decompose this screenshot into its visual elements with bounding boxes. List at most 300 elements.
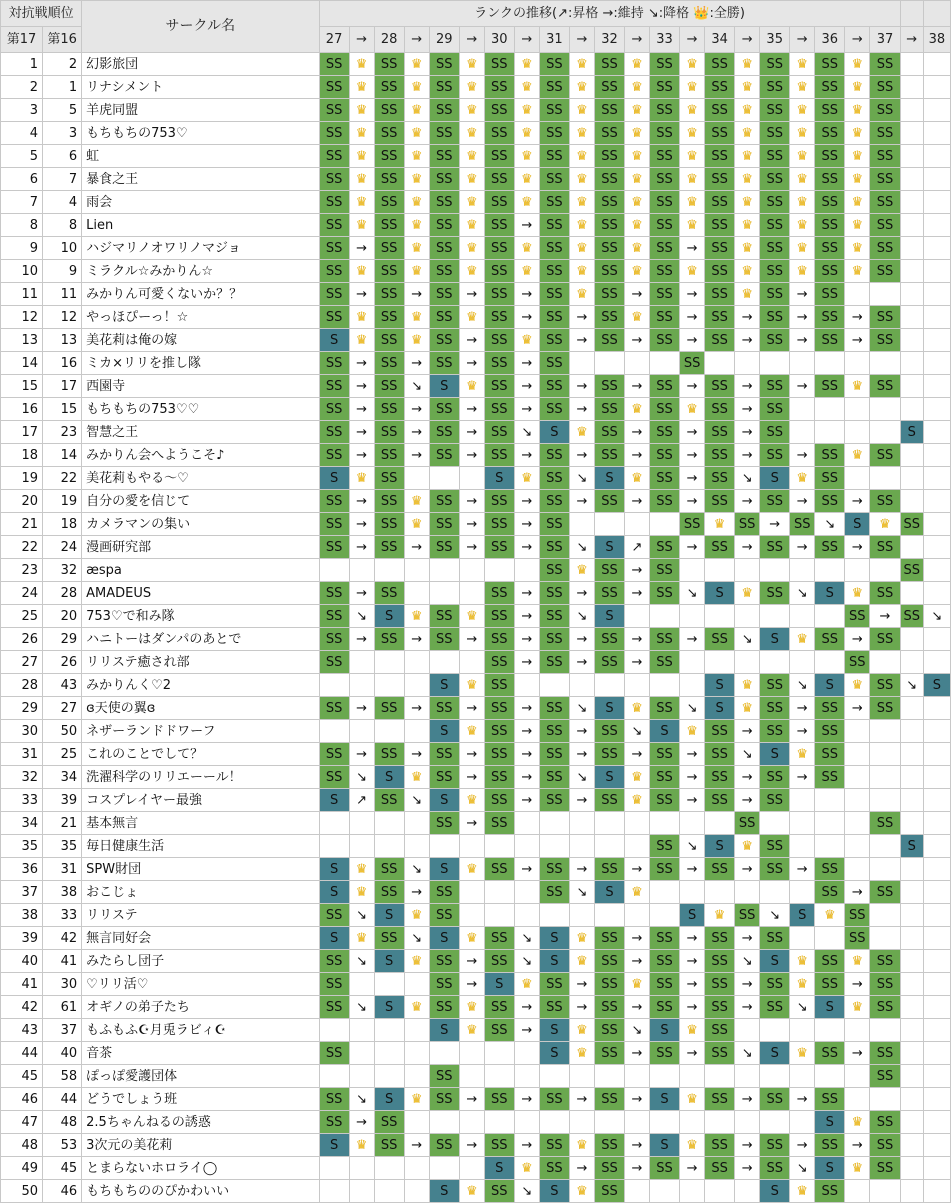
transition-arrow-cell: → — [735, 1088, 760, 1111]
table-row — [1, 835, 951, 858]
circle-name-cell: オギノの弟子たち — [82, 996, 319, 1019]
rank-ss-cell: SS — [429, 812, 459, 835]
empty-cell — [374, 1065, 404, 1088]
transition-arrow-cell: → — [569, 743, 594, 766]
transition-arrow-cell: → — [459, 973, 484, 996]
rank-ss-cell: SS — [815, 122, 845, 145]
empty-cell — [900, 1042, 923, 1065]
rank-ss-cell: SS — [319, 214, 349, 237]
empty-cell — [815, 835, 845, 858]
crown-icon: ♛ — [465, 102, 478, 118]
rank-ss-cell: SS — [594, 214, 624, 237]
transition-arrow-cell: → — [624, 927, 649, 950]
transition-arrow-cell: → — [459, 421, 484, 444]
empty-cell — [900, 237, 923, 260]
empty-cell — [404, 812, 429, 835]
transition-arrow-cell: ↘ — [680, 582, 705, 605]
rank-ss-cell: SS — [374, 191, 404, 214]
transition-arrow-cell: ↘ — [514, 421, 539, 444]
all-win-cell — [569, 168, 594, 191]
all-win-cell — [680, 214, 705, 237]
transition-arrow-cell: → — [569, 628, 594, 651]
rank16-cell: 37 — [43, 1019, 82, 1042]
rank-ss-cell: SS — [484, 260, 514, 283]
empty-cell — [870, 743, 900, 766]
transition-arrow-cell: → — [680, 536, 705, 559]
empty-cell — [374, 651, 404, 674]
crown-icon: ♛ — [576, 102, 588, 118]
crown-icon: ♛ — [576, 424, 588, 440]
crown-icon: ♛ — [796, 976, 809, 992]
empty-cell — [923, 352, 950, 375]
crown-icon: ♛ — [631, 470, 643, 486]
rank16-cell: 16 — [43, 352, 82, 375]
rank-ss-cell: SS — [484, 237, 514, 260]
rank-ss-cell: SS — [319, 490, 349, 513]
table-row — [1, 858, 951, 881]
rank-ss-cell: SS — [760, 1134, 790, 1157]
rank-ss-cell: SS — [484, 858, 514, 881]
rank-ss-cell: SS — [594, 237, 624, 260]
all-win-cell — [569, 927, 594, 950]
crown-icon: ♛ — [521, 148, 533, 164]
transition-arrow-cell: → — [624, 858, 649, 881]
crown-icon: ♛ — [851, 1160, 864, 1176]
empty-cell — [815, 1019, 845, 1042]
empty-cell — [374, 1180, 404, 1203]
rank-ss-cell: SS — [594, 145, 624, 168]
crown-icon: ♛ — [465, 792, 478, 808]
table-row — [1, 559, 951, 582]
rank-ss-cell: SS — [374, 513, 404, 536]
crown-icon: ♛ — [465, 608, 478, 624]
transition-arrow-cell: → — [845, 973, 870, 996]
rank-s-cell: S — [429, 1019, 459, 1042]
empty-cell — [923, 996, 950, 1019]
empty-cell — [650, 605, 680, 628]
empty-cell — [790, 398, 815, 421]
transition-arrow-cell: → — [514, 490, 539, 513]
rank-ss-cell: SS — [705, 490, 735, 513]
empty-cell — [319, 812, 349, 835]
all-win-cell — [680, 122, 705, 145]
rank-ss-cell: SS — [539, 352, 569, 375]
rank17-cell: 31 — [1, 743, 43, 766]
rank-ss-cell: SS — [815, 260, 845, 283]
empty-cell — [650, 881, 680, 904]
crown-icon: ♛ — [521, 194, 533, 210]
all-win-cell — [735, 237, 760, 260]
rank16-cell: 23 — [43, 421, 82, 444]
rank-s-cell: S — [539, 950, 569, 973]
all-win-cell — [790, 53, 815, 76]
all-win-cell — [680, 1134, 705, 1157]
rank-s-cell: S — [319, 789, 349, 812]
empty-cell — [374, 1042, 404, 1065]
empty-cell — [900, 996, 923, 1019]
transition-arrow-cell: ↘ — [569, 881, 594, 904]
empty-cell — [900, 743, 923, 766]
transition-arrow-cell: → — [459, 352, 484, 375]
empty-cell — [429, 651, 459, 674]
rank-ss-cell: SS — [900, 605, 923, 628]
rank-ss-cell: SS — [705, 421, 735, 444]
crown-icon: ♛ — [851, 585, 864, 601]
rank-ss-cell: SS — [845, 605, 870, 628]
circle-name-cell: 幻影旅団 — [82, 53, 319, 76]
rank-s-cell: S — [815, 996, 845, 1019]
rank17-cell: 37 — [1, 881, 43, 904]
crown-icon: ♛ — [410, 171, 423, 187]
rank-ss-cell: SS — [429, 1065, 459, 1088]
rank-ss-cell: SS — [870, 168, 900, 191]
empty-cell — [374, 973, 404, 996]
table-row — [1, 398, 951, 421]
transition-arrow-cell: → — [404, 697, 429, 720]
crown-icon: ♛ — [576, 1045, 588, 1061]
rank-ss-cell: SS — [594, 421, 624, 444]
empty-cell — [650, 1180, 680, 1203]
transition-arrow-cell: → — [680, 421, 705, 444]
empty-cell — [900, 352, 923, 375]
rank17-cell: 4 — [1, 122, 43, 145]
rank-ss-cell: SS — [594, 973, 624, 996]
all-win-cell — [404, 513, 429, 536]
all-win-cell — [624, 260, 649, 283]
empty-cell — [349, 1157, 374, 1180]
rank17-cell: 17 — [1, 421, 43, 444]
transition-arrow-cell: → — [845, 1042, 870, 1065]
round-column-header: → — [624, 27, 649, 53]
transition-arrow-cell: → — [680, 1157, 705, 1180]
all-win-cell — [514, 122, 539, 145]
rank-s-cell: S — [429, 789, 459, 812]
empty-cell — [923, 191, 950, 214]
table-row — [1, 1065, 951, 1088]
empty-cell — [680, 605, 705, 628]
rank-ss-cell: SS — [319, 168, 349, 191]
rank-ss-cell: SS — [815, 697, 845, 720]
circle-name-cell: リリステ癒され部 — [82, 651, 319, 674]
empty-cell — [870, 789, 900, 812]
empty-cell — [650, 674, 680, 697]
transition-arrow-cell: ↘ — [624, 720, 649, 743]
transition-arrow-cell: → — [569, 375, 594, 398]
all-win-cell — [349, 881, 374, 904]
round-column-header: 28 — [374, 27, 404, 53]
empty-cell — [624, 352, 649, 375]
round-column-header: → — [845, 27, 870, 53]
transition-arrow-cell: → — [790, 444, 815, 467]
transition-arrow-cell: → — [514, 766, 539, 789]
crown-icon: ♛ — [631, 401, 643, 417]
rank-ss-cell: SS — [539, 582, 569, 605]
all-win-cell — [735, 53, 760, 76]
rank-ss-cell: SS — [429, 996, 459, 1019]
empty-cell — [870, 720, 900, 743]
rank-ss-cell: SS — [374, 444, 404, 467]
all-win-cell — [624, 697, 649, 720]
empty-cell — [923, 1019, 950, 1042]
empty-cell — [900, 720, 923, 743]
transition-arrow-cell: → — [349, 513, 374, 536]
rank16-cell: 8 — [43, 214, 82, 237]
rank-ss-cell: SS — [705, 1019, 735, 1042]
rank17-cell: 19 — [1, 467, 43, 490]
transition-arrow-cell: → — [514, 697, 539, 720]
crown-icon: ♛ — [851, 194, 864, 210]
all-win-cell — [569, 99, 594, 122]
circle-name-cell: 美花莉もやる〜♡ — [82, 467, 319, 490]
transition-arrow-cell: → — [624, 651, 649, 674]
rank-ss-cell: SS — [594, 122, 624, 145]
round-column-header: 31 — [539, 27, 569, 53]
all-win-cell — [459, 1019, 484, 1042]
transition-arrow-cell: → — [624, 1157, 649, 1180]
empty-cell — [900, 306, 923, 329]
rank-ss-cell: SS — [429, 421, 459, 444]
crown-icon: ♛ — [631, 700, 643, 716]
rank-ss-cell: SS — [870, 674, 900, 697]
rank-ss-cell: SS — [870, 1042, 900, 1065]
transition-arrow-cell: → — [349, 697, 374, 720]
transition-arrow-cell: → — [404, 881, 429, 904]
transition-arrow-cell: → — [735, 927, 760, 950]
empty-cell — [705, 559, 735, 582]
all-win-cell — [705, 904, 735, 927]
rank-ss-cell: SS — [815, 53, 845, 76]
rank-ss-cell: SS — [815, 766, 845, 789]
rank-s-cell: S — [594, 697, 624, 720]
rank-ss-cell: SS — [790, 513, 815, 536]
rank-ss-cell: SS — [374, 582, 404, 605]
empty-cell — [760, 352, 790, 375]
all-win-cell — [624, 881, 649, 904]
all-win-cell — [349, 53, 374, 76]
empty-cell — [650, 812, 680, 835]
empty-cell — [923, 536, 950, 559]
circle-name-cell: 基本無言 — [82, 812, 319, 835]
empty-cell — [459, 582, 484, 605]
round-column-header: 29 — [429, 27, 459, 53]
all-win-cell — [514, 76, 539, 99]
rank-ss-cell: SS — [870, 237, 900, 260]
empty-cell — [923, 306, 950, 329]
rank-ss-cell: SS — [815, 536, 845, 559]
circle-name-cell: AMADEUS — [82, 582, 319, 605]
rank-ss-cell: SS — [650, 53, 680, 76]
all-win-cell — [569, 76, 594, 99]
rank17-cell: 10 — [1, 260, 43, 283]
empty-cell — [514, 1111, 539, 1134]
transition-arrow-cell: → — [624, 559, 649, 582]
rank-ss-cell: SS — [594, 743, 624, 766]
rank-ss-cell: SS — [815, 191, 845, 214]
crown-icon: ♛ — [465, 677, 478, 693]
transition-arrow-cell: → — [349, 352, 374, 375]
rank-ss-cell: SS — [650, 858, 680, 881]
transition-arrow-cell: → — [790, 329, 815, 352]
round-column-header: → — [735, 27, 760, 53]
rank16-cell: 50 — [43, 720, 82, 743]
rank-ss-cell: SS — [650, 260, 680, 283]
rank-s-cell: S — [815, 582, 845, 605]
empty-cell — [349, 1042, 374, 1065]
empty-cell — [594, 513, 624, 536]
rank-ss-cell: SS — [650, 122, 680, 145]
crown-icon: ♛ — [796, 631, 809, 647]
crown-icon: ♛ — [576, 171, 588, 187]
rank-ss-cell: SS — [539, 766, 569, 789]
circle-name-cell: 無言同好会 — [82, 927, 319, 950]
rank-ss-cell: SS — [539, 628, 569, 651]
all-win-cell — [569, 145, 594, 168]
rank16-cell: 29 — [43, 628, 82, 651]
rank-s-cell: S — [484, 467, 514, 490]
circle-name-cell: ハジマリノオワリノマジョ — [82, 237, 319, 260]
transition-arrow-cell: → — [459, 490, 484, 513]
empty-cell — [923, 444, 950, 467]
empty-cell — [735, 881, 760, 904]
rank-ss-cell: SS — [815, 743, 845, 766]
rank16-cell: 14 — [43, 444, 82, 467]
transition-arrow-cell: → — [514, 651, 539, 674]
rank-ss-cell: SS — [484, 145, 514, 168]
transition-arrow-cell: → — [624, 743, 649, 766]
rank-s-cell: S — [319, 881, 349, 904]
crown-icon: ♛ — [796, 79, 809, 95]
rank-ss-cell: SS — [319, 352, 349, 375]
rank-ss-cell: SS — [429, 191, 459, 214]
rank-ss-cell: SS — [539, 789, 569, 812]
crown-icon: ♛ — [576, 1137, 588, 1153]
rank-s-cell: S — [429, 720, 459, 743]
crown-icon: ♛ — [851, 171, 864, 187]
all-win-cell — [514, 973, 539, 996]
transition-arrow-cell: → — [870, 605, 900, 628]
rank-ss-cell: SS — [900, 559, 923, 582]
crown-icon: ♛ — [465, 309, 478, 325]
all-win-cell — [790, 973, 815, 996]
crown-icon: ♛ — [521, 332, 533, 348]
transition-arrow-cell: → — [735, 444, 760, 467]
all-win-cell — [845, 950, 870, 973]
all-win-cell — [790, 467, 815, 490]
crown-icon: ♛ — [796, 56, 809, 72]
transition-arrow-cell: → — [735, 973, 760, 996]
rank16-cell: 26 — [43, 651, 82, 674]
transition-arrow-cell: → — [680, 858, 705, 881]
transition-arrow-cell: ↗ — [349, 789, 374, 812]
table-row — [1, 766, 951, 789]
rank-ss-cell: SS — [705, 1157, 735, 1180]
rank-ss-cell: SS — [429, 881, 459, 904]
rank-ss-cell: SS — [760, 145, 790, 168]
empty-cell — [870, 766, 900, 789]
rank-ss-cell: SS — [815, 168, 845, 191]
empty-cell — [923, 628, 950, 651]
circle-name-cell: ♡リリ活♡ — [82, 973, 319, 996]
all-win-cell — [624, 53, 649, 76]
crown-icon: ♛ — [465, 148, 478, 164]
empty-cell — [815, 421, 845, 444]
crown-icon: ♛ — [686, 56, 698, 72]
empty-cell — [923, 881, 950, 904]
rank16-cell: 2 — [43, 53, 82, 76]
empty-cell — [650, 352, 680, 375]
all-win-cell — [790, 214, 815, 237]
rank-ss-cell: SS — [429, 766, 459, 789]
transition-arrow-cell: → — [404, 743, 429, 766]
crown-icon: ♛ — [796, 953, 809, 969]
rank-ss-cell: SS — [484, 651, 514, 674]
rank16-cell: 43 — [43, 674, 82, 697]
rank-ss-cell: SS — [319, 53, 349, 76]
empty-cell — [429, 467, 459, 490]
empty-cell — [870, 283, 900, 306]
round-column-header: → — [569, 27, 594, 53]
empty-cell — [923, 329, 950, 352]
rank-ss-cell: SS — [705, 743, 735, 766]
rank17-cell: 27 — [1, 651, 43, 674]
empty-cell — [815, 1065, 845, 1088]
rank-ss-cell: SS — [374, 53, 404, 76]
transition-arrow-cell: ↘ — [569, 467, 594, 490]
empty-cell — [923, 168, 950, 191]
empty-cell — [845, 559, 870, 582]
rank-ss-cell: SS — [484, 398, 514, 421]
empty-cell — [514, 835, 539, 858]
rank-ss-cell: SS — [705, 260, 735, 283]
table-row — [1, 444, 951, 467]
rank-ss-cell: SS — [374, 490, 404, 513]
rank-ss-cell: SS — [705, 398, 735, 421]
circle-name-cell: もちもちの753♡♡ — [82, 398, 319, 421]
empty-cell — [459, 1111, 484, 1134]
table-row — [1, 214, 951, 237]
rank-ss-cell: SS — [484, 720, 514, 743]
empty-cell — [374, 1157, 404, 1180]
crown-icon: ♛ — [410, 263, 423, 279]
crown-icon: ♛ — [686, 194, 698, 210]
rank-ss-cell: SS — [870, 76, 900, 99]
rank-ss-cell: SS — [539, 398, 569, 421]
crown-icon: ♛ — [355, 263, 368, 279]
rank-ss-cell: SS — [760, 283, 790, 306]
empty-cell — [735, 1180, 760, 1203]
rank-ss-cell: SS — [429, 398, 459, 421]
transition-arrow-cell: → — [569, 973, 594, 996]
crown-icon: ♛ — [851, 125, 864, 141]
transition-arrow-cell: ↘ — [404, 858, 429, 881]
empty-cell — [319, 1157, 349, 1180]
rank-ss-cell: SS — [705, 444, 735, 467]
all-win-cell — [845, 145, 870, 168]
table-row — [1, 651, 951, 674]
rank-ss-cell: SS — [815, 76, 845, 99]
crown-icon: ♛ — [686, 1022, 698, 1038]
rank-ss-cell: SS — [650, 743, 680, 766]
rank-ss-cell: SS — [650, 950, 680, 973]
crown-icon: ♛ — [631, 884, 643, 900]
rank17-cell: 34 — [1, 812, 43, 835]
rank-ss-cell: SS — [484, 444, 514, 467]
rank-s-cell: S — [594, 467, 624, 490]
all-win-cell — [790, 628, 815, 651]
empty-cell — [900, 99, 923, 122]
empty-cell — [319, 835, 349, 858]
transition-arrow-cell: → — [735, 375, 760, 398]
